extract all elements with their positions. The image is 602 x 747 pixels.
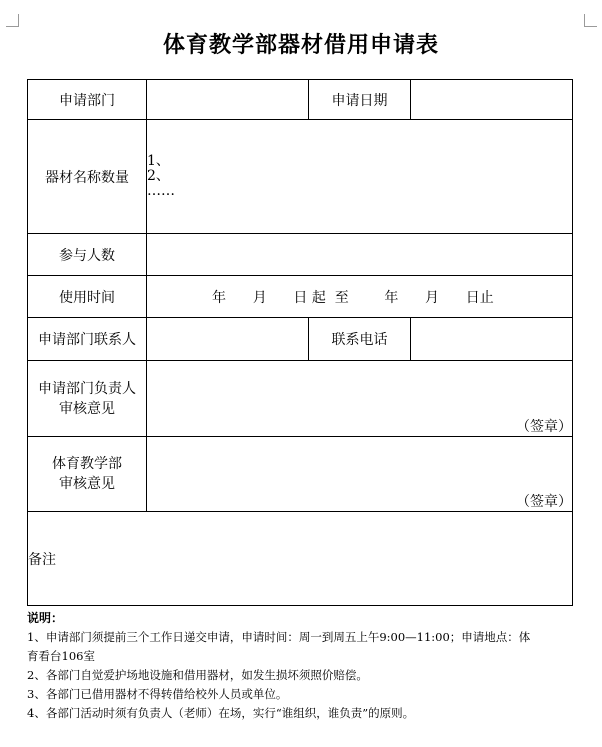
participants-field[interactable]	[147, 234, 573, 276]
equipment-line-ellipsis: ……	[147, 183, 175, 199]
row-time	[28, 276, 573, 318]
note-item-3: 3、各部门已借用器材不得转借给校外人员或单位。	[27, 687, 288, 701]
phone-label: 联系电话	[309, 318, 411, 361]
form-title: 体育教学部器材借用申请表	[162, 33, 439, 58]
notes-section	[27, 609, 577, 723]
remark-label: 备注	[28, 551, 56, 568]
pe-review-field[interactable]	[147, 437, 573, 512]
note-item-1-cont: 育看台106室	[27, 649, 95, 663]
pe-review-label-line1: 体育教学部	[52, 456, 122, 472]
dept-field[interactable]	[147, 80, 309, 120]
contact-field[interactable]	[147, 318, 309, 361]
page-corner-mark-right	[584, 14, 597, 27]
equipment-line-1: 1、	[147, 153, 170, 169]
row-equipment	[28, 120, 573, 234]
pe-review-label-line2: 审核意见	[59, 476, 115, 492]
pe-signature-mark: （签章）	[516, 494, 572, 510]
row-contact	[28, 318, 573, 361]
equipment-field[interactable]	[147, 120, 573, 234]
time-range-text: 年 月 日 起 至 年 月 日止	[212, 289, 494, 306]
head-signature-mark: （签章）	[516, 419, 572, 435]
head-review-label-line2: 审核意见	[59, 400, 115, 417]
contact-label: 申请部门联系人	[28, 318, 147, 361]
row-pe-review	[28, 437, 573, 512]
row-remark	[28, 512, 573, 606]
remark-field[interactable]	[28, 512, 573, 606]
date-field[interactable]	[411, 80, 573, 120]
time-label: 使用时间	[28, 276, 147, 318]
date-label: 申请日期	[309, 80, 411, 120]
head-review-field[interactable]	[147, 361, 573, 437]
row-participants	[28, 234, 573, 276]
application-form-table	[27, 79, 573, 606]
row-dept-date	[28, 80, 573, 120]
phone-field[interactable]	[411, 318, 573, 361]
equipment-label: 器材名称数量	[28, 120, 147, 234]
equipment-line-2: 2、	[147, 168, 170, 184]
note-item-4: 4、各部门活动时须有负责人（老师）在场，实行“谁组织，谁负责”的原则。	[27, 706, 415, 720]
head-review-label	[28, 361, 147, 437]
note-item-2: 2、各部门自觉爱护场地设施和借用器材，如发生损坏须照价赔偿。	[27, 668, 368, 682]
note-item-1: 1、申请部门须提前三个工作日递交申请，申请时间：周一到周五上午9:00—11:00；申请地点：体	[27, 630, 531, 644]
row-head-review	[28, 361, 573, 437]
notes-heading: 说明：	[27, 611, 64, 625]
dept-label: 申请部门	[28, 80, 147, 120]
participants-label: 参与人数	[28, 234, 147, 276]
pe-review-label	[28, 437, 147, 512]
time-field[interactable]	[147, 276, 573, 318]
page-corner-mark-left	[6, 14, 19, 27]
head-review-label-line1: 申请部门负责人	[38, 380, 136, 397]
